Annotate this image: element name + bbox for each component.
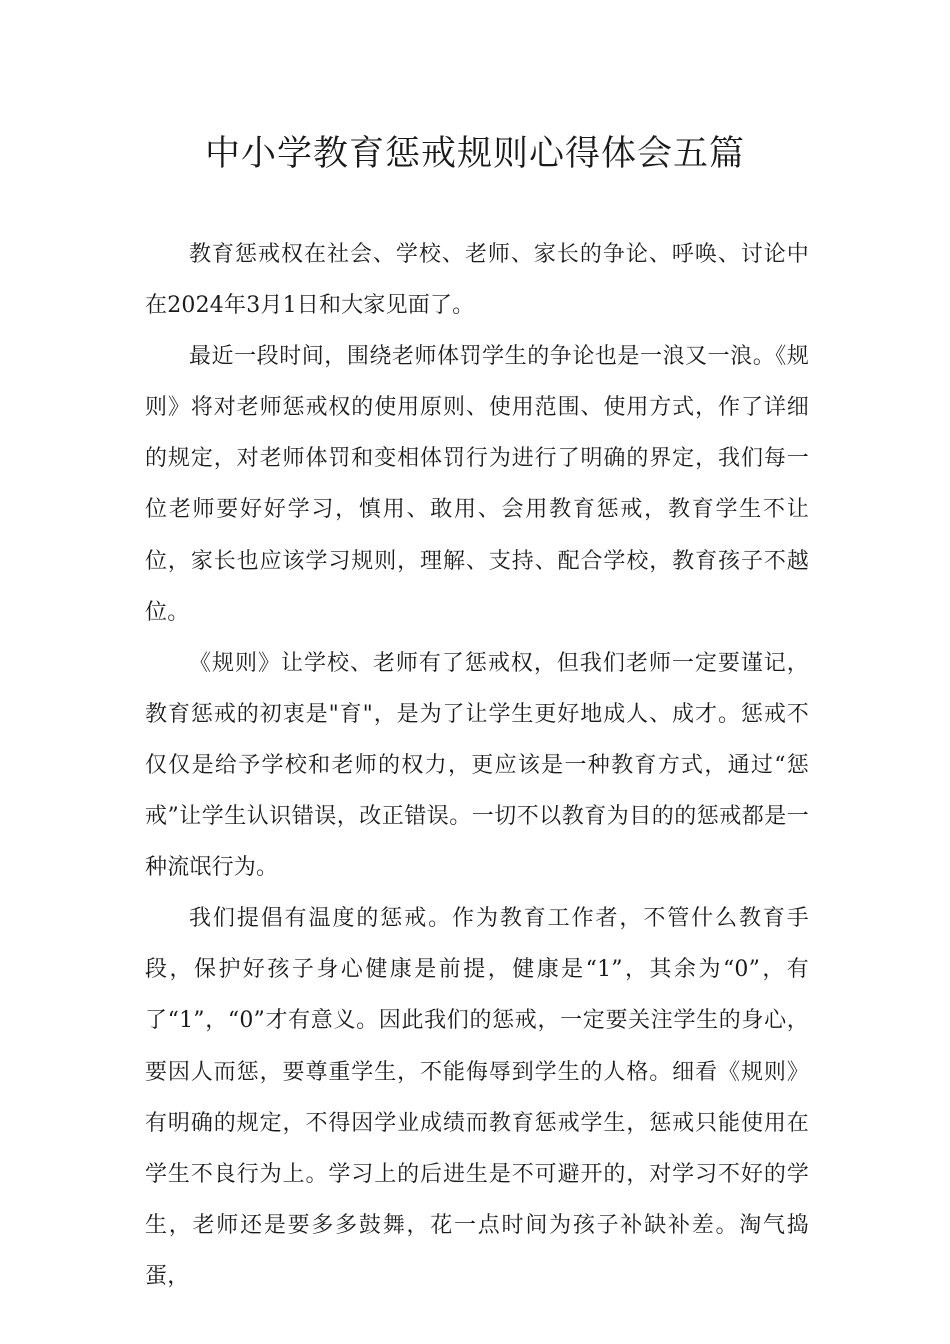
- paragraph-1: 教育惩戒权在社会、学校、老师、家长的争论、呼唤、讨论中在2024年3月1日和大家见面了。: [145, 242, 809, 319]
- paragraph-4: 我们提倡有温度的惩戒。作为教育工作者，不管什么教育手段，保护好孩子身心健康是前提，健康是“1”，其余为“0”，有了“1”，“0”才有意义。因此我们的惩戒，一定要关注学生的身心，要因人而惩，要尊重学生，不能侮辱到学生的人格。细看《规则》有明确的规定，不得因学业成绩而教育惩戒学生，惩戒只能使用在学生不良行为上。学习上的后进生是不可避开的，对学习不好的学生，老师还是要多多鼓舞，花一点时间为孩子补缺补差。淘气捣蛋，: [145, 906, 809, 1289]
- paragraph-2: 最近一段时间，围绕老师体罚学生的争论也是一浪又一浪。《规则》将对老师惩戒权的使用原则、使用范围、使用方式，作了详细的规定，对老师体罚和变相体罚行为进行了明确的界定，我们每一位老师要好好学习，慎用、敢用、会用教育惩戒，教育学生不让位，家长也应该学习规则，理解、支持、配合学校，教育孩子不越位。: [145, 344, 809, 625]
- paragraph-3: 《规则》让学校、老师有了惩戒权，但我们老师一定要谨记，教育惩戒的初衷是"育"，是为了让学生更好地成人、成才。惩戒不仅仅是给予学校和老师的权力，更应该是一种教育方式，通过“惩戒”让学生认识错误，改正错误。一切不以教育为目的的惩戒都是一种流氓行为。: [145, 650, 809, 881]
- document-title: 中小学教育惩戒规则心得体会五篇: [204, 134, 745, 174]
- document-body: [145, 229, 809, 1302]
